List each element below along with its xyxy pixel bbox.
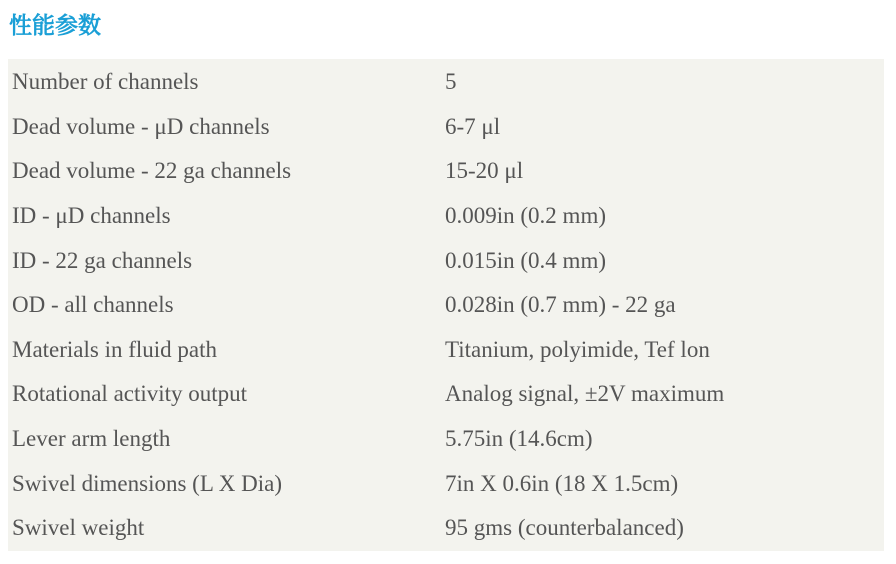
table-row: [8, 328, 884, 373]
spec-value: 0.009in (0.2 mm): [445, 203, 606, 229]
table-row: [8, 238, 884, 283]
spec-value: Titanium, polyimide, Tef lon: [445, 336, 710, 362]
spec-label: Dead volume - 22 ga channels: [12, 158, 292, 184]
spec-value: 95 gms (counterbalanced): [445, 515, 684, 541]
spec-value: 0.028in (0.7 mm) - 22 ga: [445, 292, 676, 318]
table-row: [8, 506, 884, 551]
spec-label: ID - μD channels: [12, 203, 171, 229]
table-row: [8, 372, 884, 417]
spec-label: ID - 22 ga channels: [12, 247, 193, 273]
spec-value: 5: [445, 69, 457, 95]
table-row: [8, 149, 884, 194]
spec-value: 7in X 0.6in (18 X 1.5cm): [445, 470, 679, 496]
spec-value: 15-20 μl: [445, 158, 524, 184]
table-row: [8, 417, 884, 462]
spec-table: [8, 59, 884, 551]
spec-value: 6-7 μl: [445, 113, 501, 139]
table-row: [8, 60, 884, 105]
spec-label: Rotational activity output: [12, 381, 248, 407]
spec-label: Materials in fluid path: [12, 336, 218, 362]
spec-value: 5.75in (14.6cm): [445, 426, 593, 452]
table-row: [8, 194, 884, 239]
table-row: [8, 283, 884, 328]
section-title: 性能参数: [9, 13, 101, 39]
spec-label: Lever arm length: [12, 426, 171, 452]
spec-label: OD - all channels: [12, 292, 174, 318]
table-row: [8, 105, 884, 150]
spec-value: Analog signal, ±2V maximum: [445, 381, 725, 407]
spec-label: Number of channels: [12, 69, 199, 95]
spec-label: Swivel dimensions (L X Dia): [12, 470, 283, 496]
spec-value: 0.015in (0.4 mm): [445, 247, 606, 273]
table-row: [8, 461, 884, 506]
spec-label: Swivel weight: [12, 515, 145, 541]
spec-label: Dead volume - μD channels: [12, 113, 270, 139]
